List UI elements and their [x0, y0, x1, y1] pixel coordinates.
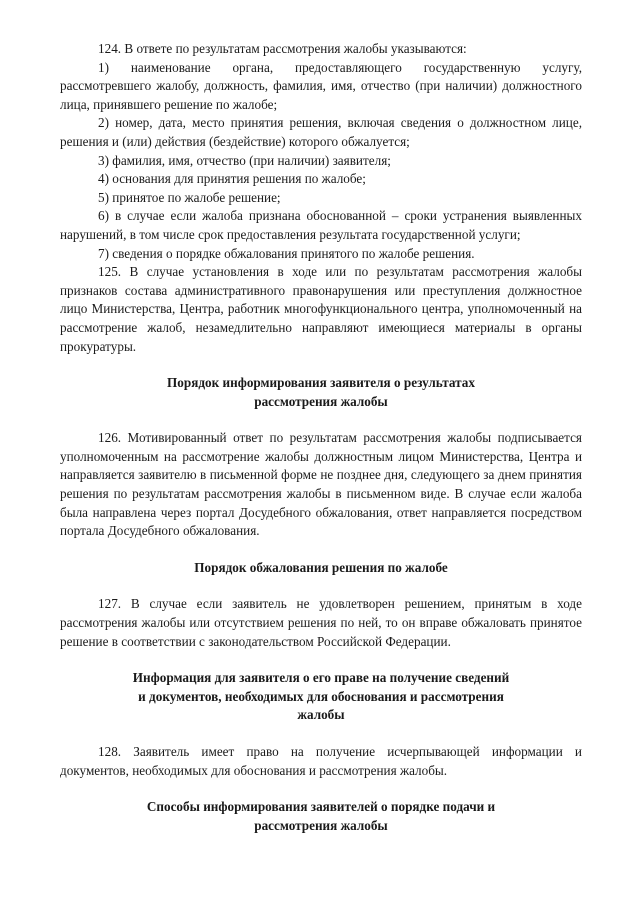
list-item-6: 6) в случае если жалоба признана обоснованной – сроки устранения выявленных нарушений, в том числе срок предоставления результата государственной услуги; [60, 208, 582, 242]
list-item-2: 2) номер, дата, место принятия решения, включая сведения о должностном лице, решения и (или) действия (бездействие) которого обжалуется; [60, 115, 582, 149]
spacer [60, 651, 582, 669]
paragraph-128: 128. Заявитель имеет право на получение исчерпывающей информации и документов, необходимых для обоснования и рассмотрения жалобы. [60, 744, 582, 778]
paragraph-127: 127. В случае если заявитель не удовлетворен решением, принятым в ходе рассмотрения жалобы или отсутствием решения по ней, то он вправе обжаловать принятое решение в соответствии с законодательством Российской Федерации. [60, 596, 582, 649]
spacer [60, 356, 582, 374]
list-item-3: 3) фамилия, имя, отчество (при наличии) заявителя; [98, 152, 391, 168]
spacer [60, 577, 582, 595]
list-item-4: 4) основания для принятия решения по жалобе; [98, 171, 366, 187]
spacer [60, 541, 582, 559]
paragraph-124-intro: 124. В ответе по результатам рассмотрения жалобы указываются: [98, 41, 467, 56]
paragraph-125: 125. В случае установления в ходе или по результатам рассмотрения жалобы признаков состава административного правонарушения или преступления должностное лицо Министерства, Центра, работник многофункционального центра, уполномоченный на рассмотрение жалоб, незамедлительно направляют имеющиеся материалы в органы прокуратуры. [60, 264, 582, 354]
spacer [60, 411, 582, 429]
section-heading-informing-methods: Способы информирования заявителей о порядке подачи и рассмотрения жалобы [146, 799, 496, 833]
section-heading-right-to-information: Информация для заявителя о его праве на получение сведений и документов, необходимых для обоснования и рассмотрения жалобы [132, 670, 510, 723]
list-item-7: 7) сведения о порядке обжалования принятого по жалобе решения. [98, 245, 475, 261]
section-heading-appeal-procedure: Порядок обжалования решения по жалобе [194, 559, 448, 575]
paragraph-126: 126. Мотивированный ответ по результатам рассмотрения жалобы подписывается уполномоченным на рассмотрение жалобы должностным лицом Министерства, Центра и направляется заявителю в письменной форме не позднее дня, следующего за днем принятия решения по результатам рассмотрения жалобы в письменном виде. В случае если жалоба была направлена через портал Досудебного обжалования, ответ направляется посредством портала Досудебного обжалования. [60, 430, 582, 539]
spacer [60, 780, 582, 798]
section-heading-informing-results: Порядок информирования заявителя о результатах рассмотрения жалобы [167, 375, 475, 409]
list-item-1: 1) наименование органа, предоставляющего государственную услугу, рассмотревшего жалобу, должность, фамилия, имя, отчество (при наличии) должностного лица, принявшего решение по жалобе; [60, 59, 582, 112]
spacer [60, 725, 582, 743]
list-item-5: 5) принятое по жалобе решение; [98, 189, 281, 205]
